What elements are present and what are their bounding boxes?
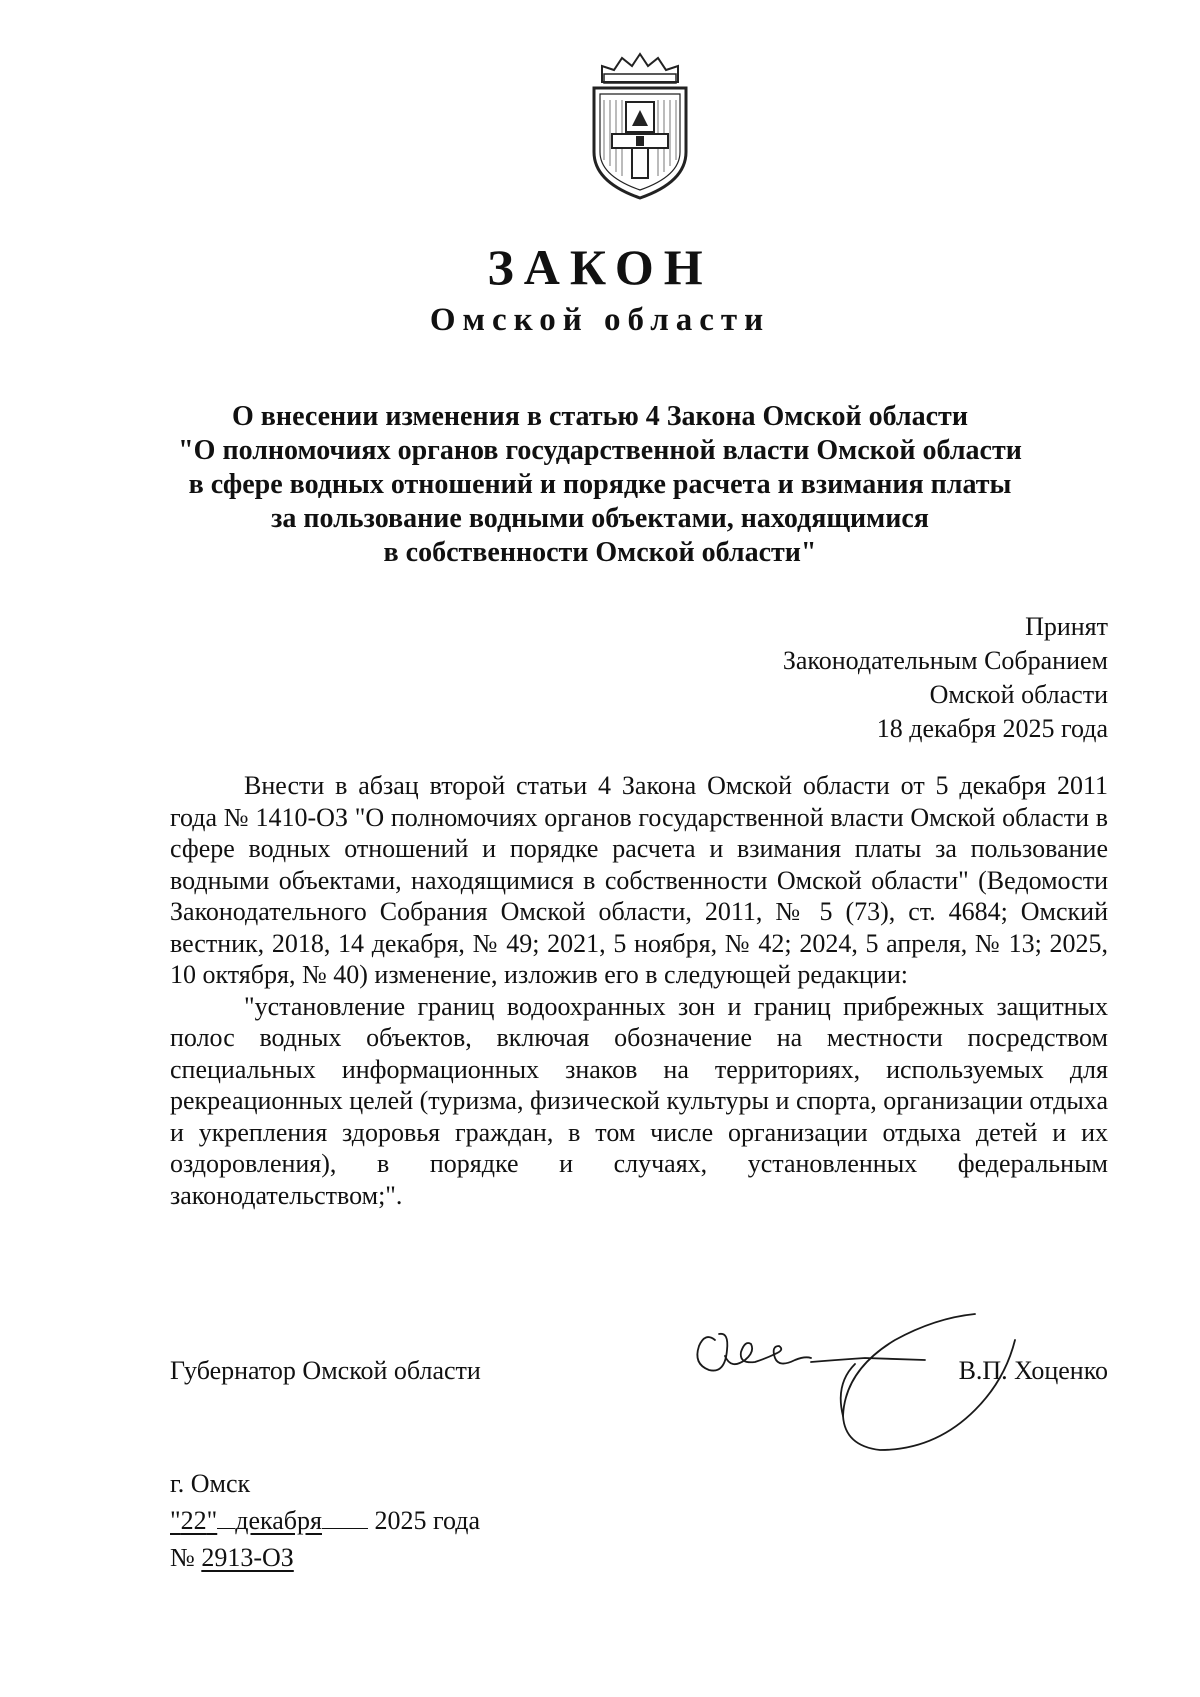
adoption-line: Принят — [1025, 612, 1108, 641]
law-heading-line: за пользование водными объектами, находящимися — [271, 503, 929, 534]
law-heading-line: О внесении изменения в статью 4 Закона Омской области — [232, 401, 968, 432]
date-year: 2025 года — [374, 1506, 481, 1535]
law-heading — [160, 400, 1040, 570]
adoption-line: Законодательным Собранием — [782, 646, 1108, 675]
law-number-line — [170, 1539, 480, 1576]
law-heading-line: в сфере водных отношений и порядке расчета и взимания платы — [188, 469, 1012, 500]
law-heading-line: "О полномочиях органов государственной власти Омской области — [178, 435, 1022, 466]
signing-date-line — [170, 1502, 480, 1539]
omsk-coat-of-arms-icon — [580, 52, 700, 202]
body-paragraph-quoted-amendment: "установление границ водоохранных зон и границ прибрежных защитных полос водных объектов, включая обозначение на местности посредством специальных информационных знаков на территориях, используемых для рекреационных целей (туризма, физической культуры и спорта, организации отдыха и укрепления здоровья граждан, в том числе организации отдыха детей и их оздоровления), в порядке и случаях, установленных федеральным законодательством;". — [170, 991, 1108, 1210]
law-number-label: № — [170, 1543, 195, 1572]
signatory-title: Губернатор Омской области — [170, 1356, 481, 1385]
date-month: декабря — [235, 1506, 322, 1535]
law-body — [170, 770, 1108, 1211]
law-heading-line: в собственности Омской области" — [383, 537, 817, 568]
law-number: 2913-ОЗ — [201, 1543, 294, 1572]
body-paragraph: Внести в абзац второй статьи 4 Закона Омской области от 5 декабря 2011 года № 1410-ОЗ "О полномочиях органов государственной власти Омской области в сфере водных отношений и порядке расчета и взимания платы за пользование водными объектами, находящимися в собственности Омской области" (Ведомости Законодательного Собрания Омской области, 2011, № 5 (73), ст. 4684; Омский вестник, 2018, 14 декабря, № 49; 2021, 5 ноября, № 42; 2024, 5 апреля, № 13; 2025, 10 октября, № 40) изменение, изложив его в следующей редакции: — [170, 771, 1108, 989]
adoption-line: Омской области — [929, 680, 1108, 709]
document-region-title: Омской области — [429, 302, 771, 338]
document-footer — [170, 1465, 480, 1576]
adoption-date: 18 декабря 2025 года — [876, 714, 1108, 743]
handwritten-signature — [675, 1310, 1035, 1460]
adoption-note — [783, 610, 1108, 746]
signatory-name: В.П. Хоценко — [958, 1356, 1108, 1385]
city-line: г. Омск — [170, 1469, 251, 1498]
date-day: "22" — [170, 1506, 218, 1535]
document-type-title: ЗАКОН — [487, 239, 713, 295]
